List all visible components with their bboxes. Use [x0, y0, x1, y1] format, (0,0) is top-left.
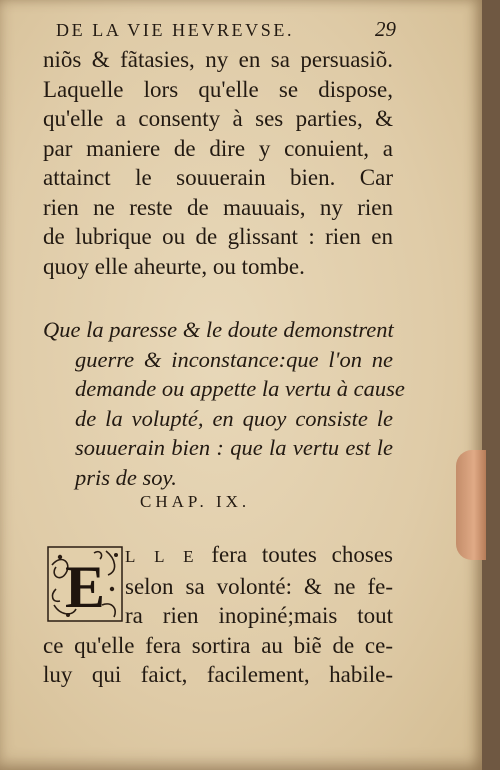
thumb — [456, 450, 486, 560]
chapter-heading: CHAP. IX. — [140, 492, 251, 511]
chapter-summary — [43, 315, 405, 492]
text-line: niõs & fãtasies, ny en sa persuasiõ. — [43, 47, 393, 72]
summary-line: souuerain bien : que la vertu est le — [75, 435, 393, 460]
text-line: de lubrique ou de glissant : rien en — [43, 224, 393, 249]
text-line: rien ne reste de mauuais, ny rien — [43, 194, 393, 220]
summary-line: guerre & inconstance:que l'on ne — [75, 346, 393, 372]
text-line: selon sa volonté: & ne fe- — [125, 573, 393, 599]
paragraph-1 — [43, 45, 393, 281]
text-line: ce qu'elle fera sortira au biẽ de ce- — [43, 632, 393, 658]
summary-line: de la volupté, en quoy consiste le — [75, 405, 393, 431]
summary-line: demande ou appette la vertu à cause — [75, 376, 405, 401]
running-title: DE LA VIE HEVREVSE. — [56, 20, 295, 40]
paragraph-2 — [43, 540, 393, 690]
text-line-first — [43, 540, 393, 572]
text-line: par maniere de dire y conuient, a — [43, 135, 393, 161]
summary-line: pris de soy. — [75, 464, 177, 490]
text-line: qu'elle a consenty à ses parties, & — [43, 106, 393, 131]
summary-line: Que la paresse & le doute demonstrent — [43, 317, 394, 342]
first-line-rest: fera toutes choses — [211, 542, 393, 567]
page-number: 29 — [375, 17, 396, 41]
text-line: attainct le souuerain bien. Car — [43, 165, 393, 190]
text-line: Laquelle lors qu'elle se dispose, — [43, 76, 393, 102]
text-line: ra rien inopiné;mais tout — [125, 603, 393, 628]
drop-cap-letter: E — [64, 554, 106, 620]
first-word-caps: L L E — [125, 547, 197, 566]
running-header — [56, 17, 396, 42]
text-line: quoy elle aheurte, ou tombe. — [43, 253, 305, 279]
text-line: luy qui faict, facilement, habile- — [43, 662, 393, 687]
